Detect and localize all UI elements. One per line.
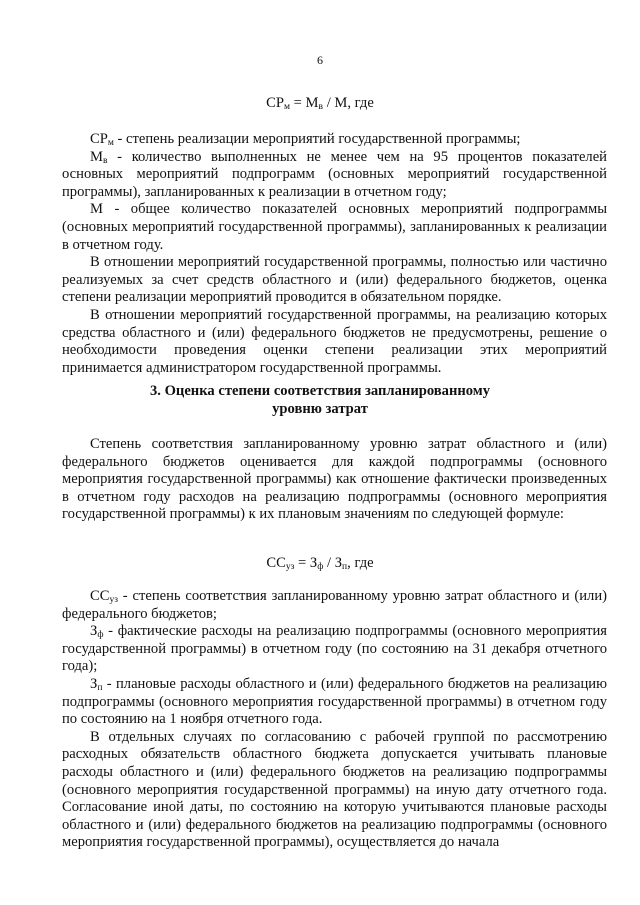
formula-implementation-degree: $СР_м = М_в / М$, где bbox=[266, 95, 374, 112]
definition-item: М - общее количество показателей основных мероприятий подпрограммы (основных мероприятий государственной программы), запланированных к реализации в отчетном году. bbox=[62, 201, 607, 253]
paragraph: Степень соответствия запланированному уровню затрат областного и (или) федерального бюджетов оценивается для каждой подпрограммы (основного мероприятия государственной программы) как отношение фактически произведенных в отчетном году расходов на реализацию подпрограммы (основного мероприятия государственной программы) к их плановым значениям по следующей формуле: bbox=[62, 436, 607, 523]
intro-paragraph-block bbox=[62, 436, 607, 524]
definition-item: $З_ф$ - фактические расходы на реализацию подпрограммы (основного мероприятия государственной программы) в отчетном году (по состоянию на 31 декабря отчетного года); bbox=[62, 623, 607, 675]
paragraph: В отношении мероприятий государственной программы, на реализацию которых средства областного и (или) федерального бюджетов не предусмотрены, решение о необходимости проведения оценки степени реализации этих мероприятий принимается администратором государственной программы. bbox=[62, 306, 607, 376]
definition-item: $СР_м$ - степень реализации мероприятий государственной программы; bbox=[90, 131, 521, 148]
page-number: 6 bbox=[317, 53, 323, 67]
definition-item: $СС_{уз}$ - степень соответствия запланированному уровню затрат областного и (или) федерального бюджетов; bbox=[62, 588, 607, 622]
definitions-block-1 bbox=[62, 131, 607, 377]
paragraph: В отдельных случаях по согласованию с рабочей группой по рассмотрению расходных обязательств областного бюджета допускается учитывать плановые расходы областного и (или) федерального бюджетов на реализацию подпрограммы (основного мероприятия государственной программы) на иную дату отчетного года. Согласование иной даты, по состоянию на которую учитываются плановые расходы областного и (или) федерального бюджетов на реализацию подпрограммы (основного мероприятия государственной программы), осуществляется до начала bbox=[62, 728, 607, 851]
formula-cost-compliance: $СС_{уз} = З_ф / З_п$, где bbox=[266, 555, 374, 572]
section-heading: 3. Оценка степени соответствия запланированному уровню затрат bbox=[149, 383, 491, 417]
definition-item: $М_в$ - количество выполненных не менее чем на 95 процентов показателей основных мероприятий подпрограмм (основных мероприятий государственной программы), запланированных к реализации в отчетном году; bbox=[62, 148, 607, 200]
definition-item: $З_п$ - плановые расходы областного и (или) федерального бюджетов на реализацию подпрограммы (основного мероприятия государственной программы) в отчетном году по состоянию на 1 ноября отчетного года. bbox=[62, 675, 607, 728]
definitions-block-2 bbox=[62, 588, 607, 852]
paragraph: В отношении мероприятий государственной программы, полностью или частично реализуемых за счет средств областного и (или) федерального бюджетов, оценка степени реализации мероприятий проводится в обязательном порядке. bbox=[62, 254, 607, 306]
